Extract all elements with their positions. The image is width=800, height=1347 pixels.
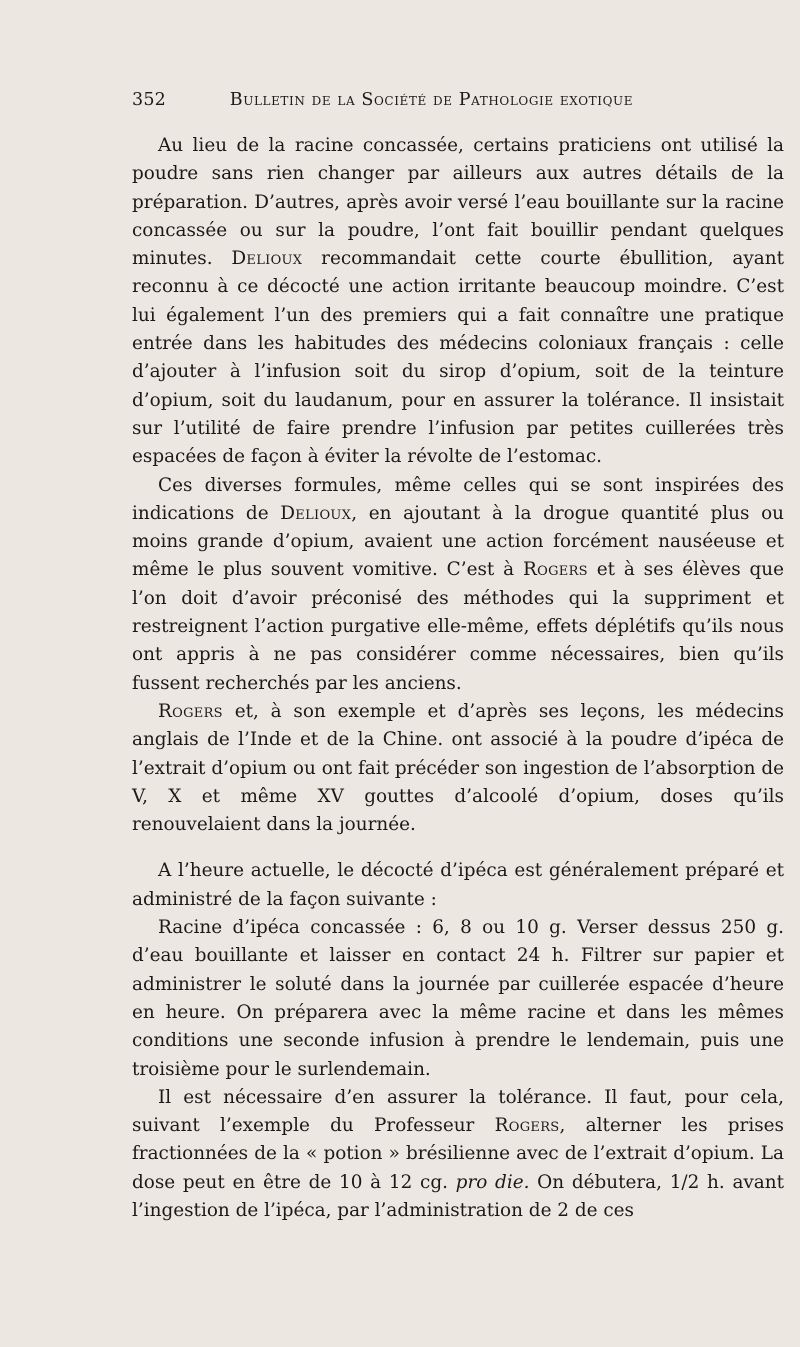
italic-phrase: pro die. (455, 1171, 530, 1193)
body-text (132, 132, 784, 1225)
paragraph (132, 472, 784, 698)
author-name: Delioux (280, 502, 352, 524)
paragraph (132, 698, 784, 839)
text-run: A l’heure actuelle, le décocté d’ipéca est généralement préparé et administré de la façon suivante : (132, 860, 784, 910)
paragraph (132, 132, 784, 472)
text-run: Ces diverses formules, même celles qui se sont inspirées des indications de (132, 474, 784, 524)
author-name: Delioux (231, 248, 303, 270)
author-name: Rogers (494, 1115, 560, 1137)
page-header (132, 90, 784, 110)
page-number: 352 (132, 90, 167, 110)
text-run: recommandait cette courte ébullition, ayant reconnu à ce décocté une action irritante beaucoup moindre. C’est lui également l’un des premiers qui a fait connaître une pratique entrée dans les habitudes des médecins coloniaux français : celle d’ajouter à l’infusion soit du sirop d’opium, soit de la teinture d’opium, soit du laudanum, pour en assurer la tolérance. Il insistait sur l’utilité de faire prendre l’infusion par petites cuillerées très espacées de façon à éviter la révolte de l’estomac. (132, 248, 784, 468)
text-run: Au lieu de la racine concassée, certains praticiens ont utilisé la poudre sans rien changer par ailleurs aux autres détails de la préparation. D’autres, après avoir versé l’eau bouillante sur la racine concassée ou sur la poudre, l’ont fait bouillir pendant quelques minutes. (132, 135, 784, 270)
author-name: Rogers (522, 559, 588, 581)
running-head: Bulletin de la Société de Pathologie exotique (229, 90, 634, 110)
text-run: et, à son exemple et d’après ses leçons, les médecins anglais de l’Inde et de la Chine. ont associé à la poudre d’ipéca de l’extrait d’opium ou ont fait précéder son ingestion de l’absorption de V, X et même XV gouttes d’alcoolé d’opium, doses qu’ils renouvelaient dans la journée. (132, 700, 784, 836)
paragraph (132, 857, 784, 914)
text-run: et à ses élèves que l’on doit d’avoir préconisé des méthodes qui la suppriment et restreignent l’action purgative elle-même, effets déplétifs qu’ils nous ont appris à ne pas considérer comme nécessaires, bien qu’ils fussent recherchés par les anciens. (132, 559, 784, 694)
text-run: , alterner les prises fractionnées de la « potion » brésilienne avec de l’extrait d’opium. La dose peut en être de 10 à 12 cg. (132, 1115, 784, 1193)
text-run: Racine d’ipéca concassée : 6, 8 ou 10 g. Verser dessus 250 g. d’eau bouillante et laisser en contact 24 h. Filtrer sur papier et administrer le soluté dans la journée par cuillerée espacée d’heure en heure. On préparera avec la même racine et dans les mêmes conditions une seconde infusion à prendre le lendemain, puis une troisième pour le surlendemain. (132, 917, 784, 1080)
paragraph (132, 914, 784, 1084)
author-name: Rogers (158, 700, 223, 722)
text-run: On débutera, 1/2 h. avant l’ingestion de l’ipéca, par l’administration de 2 de ces (132, 1171, 785, 1221)
text-run: Il est nécessaire d’en assurer la tolérance. Il faut, pour cela, suivant l’exemple du Professeur (132, 1086, 784, 1137)
text-run: , en ajoutant à la drogue quantité plus ou moins grande d’opium, avaient une action forcément nauséeuse et même le plus souvent vomitive. C’est à (132, 502, 784, 581)
paragraph (132, 1084, 784, 1225)
